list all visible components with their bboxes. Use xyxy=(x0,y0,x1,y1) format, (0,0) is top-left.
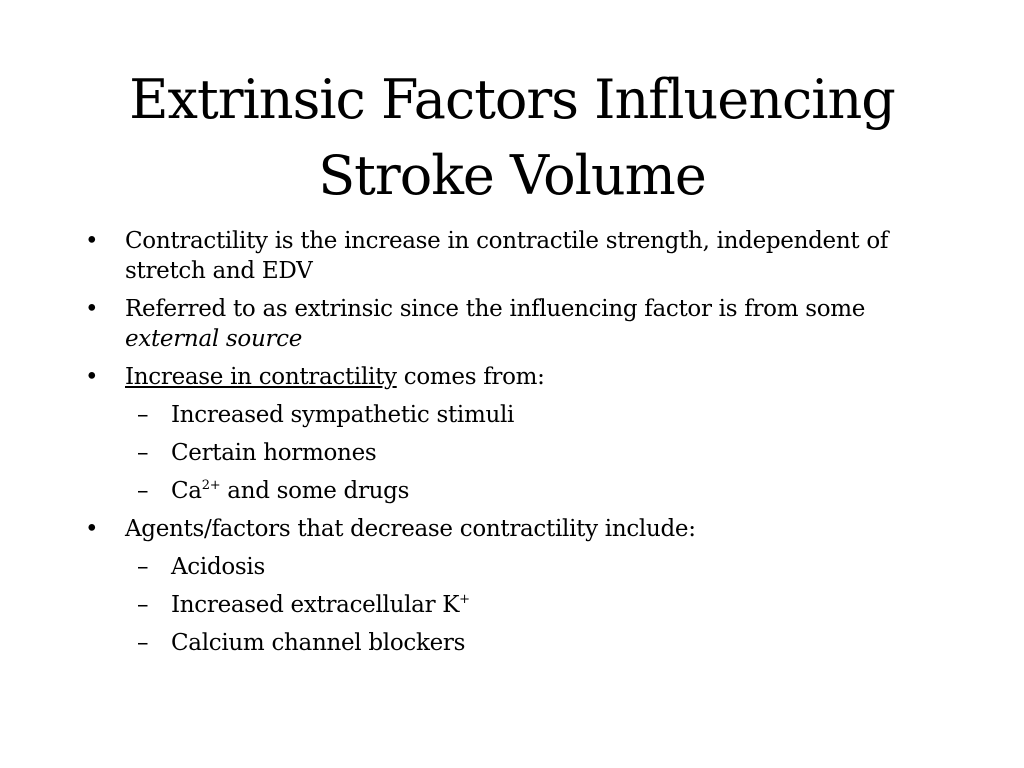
bullet-dot-icon: • xyxy=(85,296,99,322)
dash-icon: – xyxy=(137,478,149,504)
superscript-charge: + xyxy=(459,592,470,607)
superscript-charge: 2+ xyxy=(201,478,221,493)
sub-item-acidosis xyxy=(85,552,965,582)
sub-item-text-rest: and some drugs xyxy=(220,478,410,504)
bullet-dot-icon: • xyxy=(85,516,99,542)
dash-icon: – xyxy=(137,402,149,428)
slide-title xyxy=(60,62,964,214)
bullet-text: Agents/factors that decrease contractility include: xyxy=(125,516,696,542)
sub-item-text: Certain hormones xyxy=(171,440,377,466)
bullet-list xyxy=(85,226,965,666)
bullet-item-decrease-agents xyxy=(85,514,965,544)
dash-icon: – xyxy=(137,630,149,656)
slide-title-line-1: Extrinsic Factors Influencing xyxy=(129,68,895,131)
sub-item-extracellular-potassium xyxy=(85,590,965,620)
dash-icon: – xyxy=(137,554,149,580)
sub-item-text: Increased sympathetic stimuli xyxy=(171,402,515,428)
bullet-dot-icon: • xyxy=(85,364,99,390)
bullet-text-underlined: Increase in contractility xyxy=(125,364,397,390)
bullet-dot-icon: • xyxy=(85,228,99,254)
bullet-item-extrinsic-reason xyxy=(85,294,965,354)
sub-item-text: Ca xyxy=(171,478,202,504)
sub-item-calcium-drugs xyxy=(85,476,965,506)
dash-icon: – xyxy=(137,440,149,466)
sub-item-text: Calcium channel blockers xyxy=(171,630,466,656)
bullet-text-emphasis: external source xyxy=(125,326,303,352)
bullet-text: Referred to as extrinsic since the influencing factor is from some xyxy=(125,296,866,322)
bullet-text: comes from: xyxy=(396,364,545,390)
dash-icon: – xyxy=(137,592,149,618)
sub-item-text: Acidosis xyxy=(171,554,265,580)
sub-item-text: Increased extracellular K xyxy=(171,592,460,618)
bullet-text: Contractility is the increase in contractile strength, independent of stretch and EDV xyxy=(125,228,889,284)
bullet-item-increase-sources xyxy=(85,362,965,392)
sub-item-sympathetic-stimuli xyxy=(85,400,965,430)
bullet-item-contractility-definition xyxy=(85,226,965,286)
sub-item-calcium-channel-blockers xyxy=(85,628,965,658)
slide-title-line-2: Stroke Volume xyxy=(318,144,706,207)
sub-item-hormones xyxy=(85,438,965,468)
